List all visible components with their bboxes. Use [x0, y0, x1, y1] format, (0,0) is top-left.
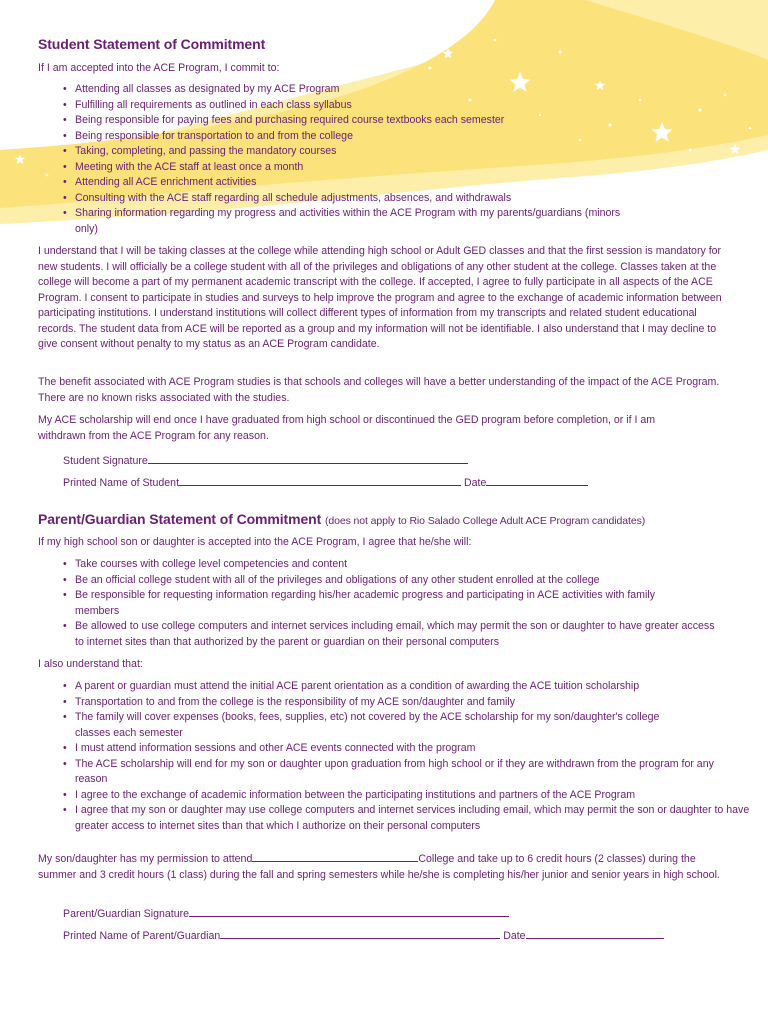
list-item: • Transportation to and from the college is the responsibility of my ACE son/daughter and family [38, 695, 730, 711]
student-printed-name-label: Printed Name of Student [63, 477, 180, 489]
list-item: • The family will cover expenses (books, fees, supplies, etc) not covered by the ACE scholarship for my son/daughter's college classes each semester [38, 710, 675, 741]
list-item: • Taking, completing, and passing the mandatory courses [38, 144, 730, 160]
student-date-label: Date [463, 477, 487, 489]
list-item: • Take courses with college level competencies and content [38, 557, 730, 573]
parent-printed-name-label: Printed Name of Parent/Guardian [63, 930, 221, 942]
student-paragraph-scholarship: My ACE scholarship will end once I have graduated from high school or discontinued the GED program before completion, or if I am withdrawn from the ACE Program for any reason. [38, 414, 656, 442]
parent-also-intro: I also understand that: [38, 658, 143, 670]
parent-section-heading: Parent/Guardian Statement of Commitment [38, 511, 322, 527]
student-signature-field[interactable] [148, 452, 468, 464]
student-signature-label: Student Signature [63, 455, 148, 467]
parent-agreement-list [38, 557, 730, 650]
list-item: • Being responsible for transportation to and from the college [38, 129, 730, 145]
list-item: • Be an official college student with all of the privileges and obligations of any other student enrolled at the college [38, 573, 730, 589]
permission-text-before: My son/daughter has my permission to attend [38, 853, 253, 865]
permission-text-after: College and take up to 6 credit hours (2 classes) during the summer and 3 credit hours (1 class) during the fall and spring semesters while he/she is completing his/her junior and senior years in high school. [38, 853, 720, 881]
list-item: • Be responsible for requesting information regarding his/her academic progress and participating in ACE activities with family members [38, 588, 665, 619]
student-printed-name-field[interactable] [179, 474, 461, 486]
list-item: • Consulting with the ACE staff regarding all schedule adjustments, absences, and withdrawals [38, 191, 730, 207]
parent-printed-name-field[interactable] [220, 927, 500, 939]
list-item: • Be allowed to use college computers and internet services including email, which may permit the son or daughter to have greater access to internet sites than that authorized by the parent or guardian on their personal computers [38, 619, 715, 650]
student-paragraph-benefit: The benefit associated with ACE Program studies is that schools and colleges will have a better understanding of the impact of the ACE Program. There are no known risks associated with the studies. [38, 376, 720, 404]
list-item: • Fulfilling all requirements as outlined in each class syllabus [38, 98, 730, 114]
list-item: • Attending all ACE enrichment activities [38, 175, 730, 191]
list-item: • The ACE scholarship will end for my son or daughter upon graduation from high school or if they are withdrawn from the program for any reason [38, 757, 735, 788]
student-date-field[interactable] [486, 474, 588, 486]
student-commitment-list [38, 82, 730, 237]
parent-signature-field[interactable] [189, 905, 509, 917]
parent-intro: If my high school son or daughter is accepted into the ACE Program, I agree that he/she will: [38, 536, 472, 548]
list-item: • Being responsible for paying fees and purchasing required course textbooks each semester [38, 113, 730, 129]
student-paragraph-understanding: I understand that I will be taking classes at the college while attending high school or Adult GED classes and that the first session is mandatory for new students. I will officially be a college student with all of the privileges and obligations of any other student at the college. Classes taken at the college will become a part of my permanent academic transcript with the college. If accepted, I agree to fully participate in all aspects of the ACE Program. I consent to participate in studies and surveys to help improve the program and agree to the exchange of academic information between participating institutions. I understand institutions will collect different types of information from my transcripts and related student educational records. The student data from ACE will be reported as a group and my information will not be identifiable. I also understand that I may decline to give consent without penalty to my status as an ACE Program candidate. [38, 245, 722, 350]
parent-date-label: Date [503, 930, 526, 942]
parent-understanding-list [38, 679, 750, 834]
parent-printed-name-row [63, 927, 664, 945]
parent-signature-label: Parent/Guardian Signature [63, 908, 190, 920]
student-section-title: Student Statement of Commitment [38, 36, 266, 52]
list-item: • Sharing information regarding my progress and activities within the ACE Program with my parents/guardians (minors only) [38, 206, 645, 237]
parent-section-note: (does not apply to Rio Salado College Adult ACE Program candidates) [324, 515, 646, 527]
student-printed-name-row [63, 474, 588, 492]
student-signature-row [63, 452, 468, 470]
college-name-field[interactable] [252, 850, 418, 862]
list-item: • Attending all classes as designated by my ACE Program [38, 82, 730, 98]
parent-signature-row [63, 905, 509, 923]
list-item: • Meeting with the ACE staff at least once a month [38, 160, 730, 176]
list-item: • A parent or guardian must attend the initial ACE parent orientation as a condition of awarding the ACE tuition scholarship [38, 679, 730, 695]
parent-date-field[interactable] [526, 927, 664, 939]
student-intro: If I am accepted into the ACE Program, I commit to: [38, 62, 280, 74]
list-item: • I agree to the exchange of academic information between the participating institutions and partners of the ACE Program [38, 788, 730, 804]
list-item: • I must attend information sessions and other ACE events connected with the program [38, 741, 730, 757]
list-item: • I agree that my son or daughter may use college computers and internet services including email, which may permit the son or daughter to have greater access to internet sites than that which I authorize on their personal computers [38, 803, 765, 834]
parent-permission-paragraph [38, 850, 728, 883]
parent-section-title [38, 510, 645, 530]
